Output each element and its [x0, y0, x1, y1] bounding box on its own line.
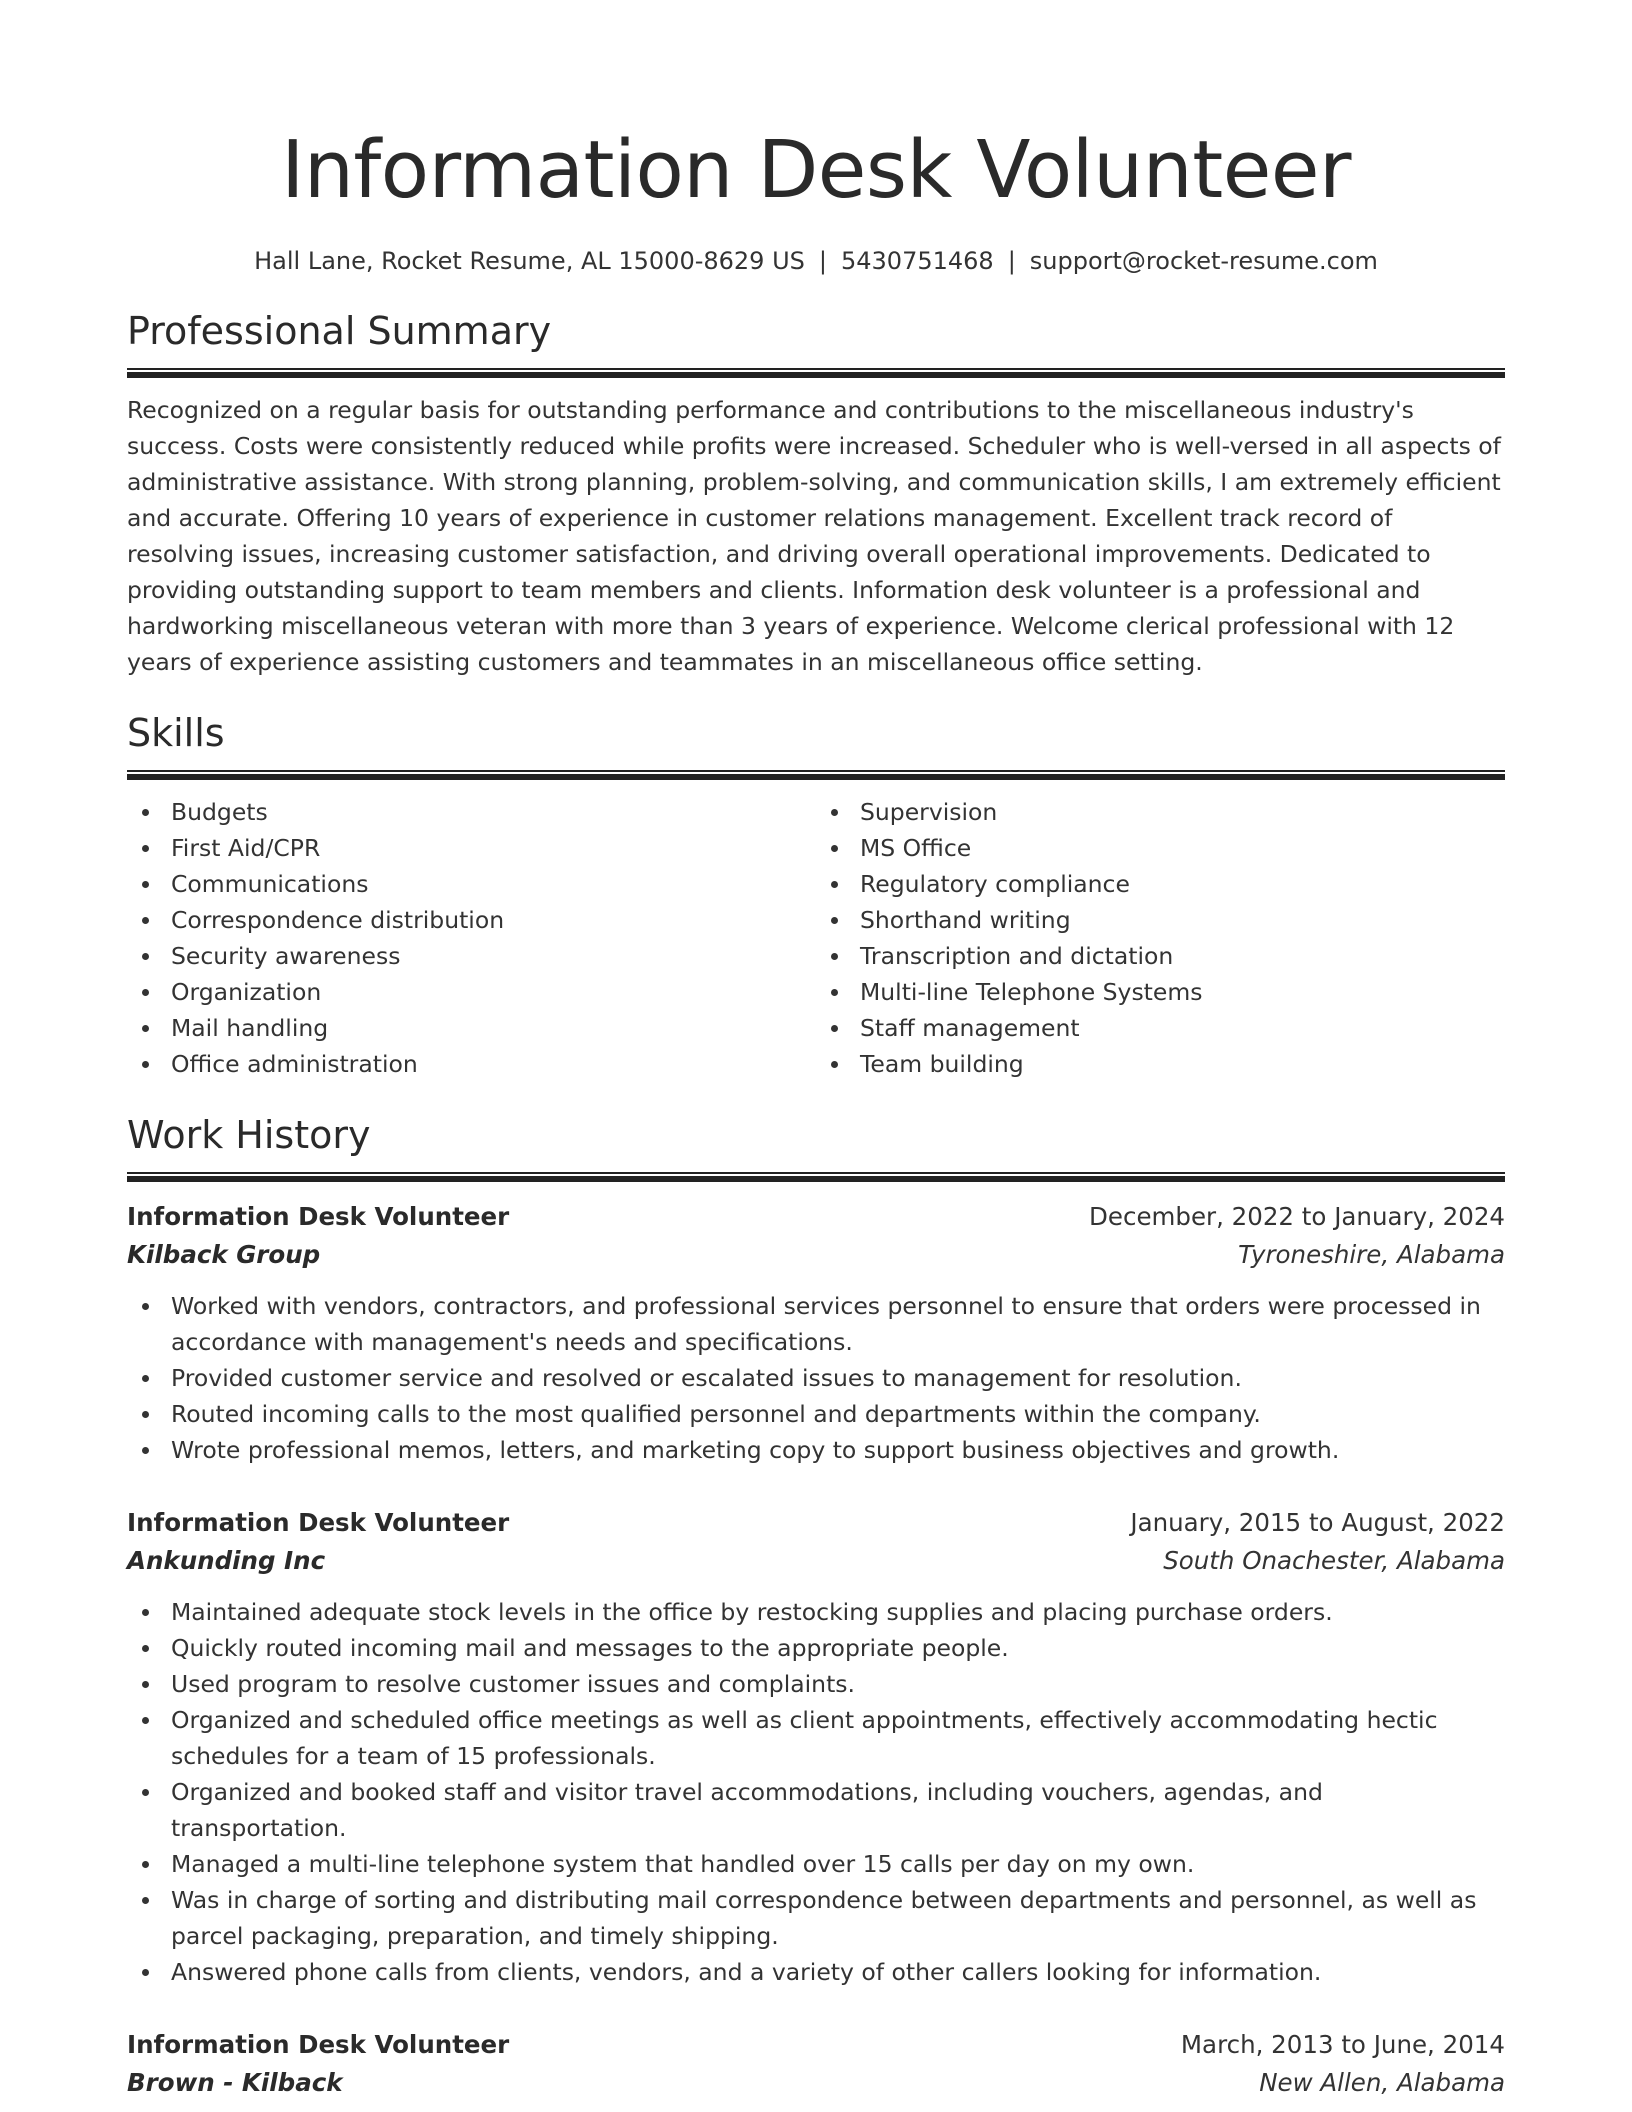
- resume-name: Information Desk Volunteer: [281, 124, 1351, 216]
- job-bullet: Wrote professional memos, letters, and marketing copy to support business objectives and growth.: [127, 1432, 1505, 1468]
- job-bullet: Organized and scheduled office meetings as well as client appointments, effectively accommodating hectic schedules for a team of 15 professionals.: [127, 1702, 1505, 1774]
- job-company-row: [127, 2064, 1505, 2102]
- skill-item: Communications: [127, 866, 816, 902]
- job-title: Information Desk Volunteer: [127, 2030, 510, 2059]
- job-entry: [127, 2026, 1505, 2102]
- skill-item: Regulatory compliance: [816, 866, 1505, 902]
- contact-email: support@rocket-resume.com: [1029, 247, 1378, 275]
- skill-item: Office administration: [127, 1046, 816, 1082]
- skill-item: MS Office: [816, 830, 1505, 866]
- contact-separator: |: [1007, 247, 1016, 275]
- job-dates: March, 2013 to June, 2014: [1180, 2030, 1505, 2059]
- skill-item: Shorthand writing: [816, 902, 1505, 938]
- skill-item: Organization: [127, 974, 816, 1010]
- job-header-row: [127, 1504, 1505, 1542]
- job-bullets: [127, 1594, 1505, 1990]
- job-header-row: [127, 1198, 1505, 1236]
- skill-item: Team building: [816, 1046, 1505, 1082]
- contact-line: [127, 244, 1505, 278]
- section-divider: [127, 770, 1505, 780]
- job-bullet: Used program to resolve customer issues and complaints.: [127, 1666, 1505, 1702]
- job-bullet: Provided customer service and resolved or escalated issues to management for resolution.: [127, 1360, 1505, 1396]
- job-entry: [127, 1504, 1505, 1990]
- job-company: Brown - Kilback: [127, 2068, 343, 2097]
- skill-item: Security awareness: [127, 938, 816, 974]
- job-bullet: Organized and booked staff and visitor travel accommodations, including vouchers, agendas, and transportation.: [127, 1774, 1505, 1846]
- skill-item: Multi-line Telephone Systems: [816, 974, 1505, 1010]
- skills-columns: [127, 794, 1505, 1082]
- job-header-row: [127, 2026, 1505, 2064]
- job-bullet: Worked with vendors, contractors, and professional services personnel to ensure that orders were processed in accordance with management's needs and specifications.: [127, 1288, 1505, 1360]
- job-bullet: Managed a multi-line telephone system that handled over 15 calls per day on my own.: [127, 1846, 1505, 1882]
- job-company-row: [127, 1542, 1505, 1580]
- section-title-skills: Skills: [127, 711, 225, 755]
- job-company-row: [127, 1236, 1505, 1274]
- skills-left-list: [127, 794, 816, 1082]
- contact-address: Hall Lane, Rocket Resume, AL 15000-8629 US: [254, 247, 805, 275]
- job-entry: [127, 1198, 1505, 1468]
- job-bullet: Quickly routed incoming mail and messages to the appropriate people.: [127, 1630, 1505, 1666]
- job-title: Information Desk Volunteer: [127, 1202, 510, 1231]
- job-bullet: Maintained adequate stock levels in the office by restocking supplies and placing purchase orders.: [127, 1594, 1505, 1630]
- section-title-work-history: Work History: [127, 1113, 371, 1157]
- job-bullet: Answered phone calls from clients, vendors, and a variety of other callers looking for information.: [127, 1954, 1505, 1990]
- skill-item: Staff management: [816, 1010, 1505, 1046]
- job-location: Tyroneshire, Alabama: [1238, 1240, 1505, 1269]
- skill-item: Supervision: [816, 794, 1505, 830]
- skills-right-list: [816, 794, 1505, 1082]
- section-title-summary: Professional Summary: [127, 309, 552, 353]
- skill-item: Mail handling: [127, 1010, 816, 1046]
- skill-item: Transcription and dictation: [816, 938, 1505, 974]
- summary-text: Recognized on a regular basis for outstanding performance and contributions to the miscellaneous industry's success. Costs were consistently reduced while profits were increased. Scheduler who is well-versed in all aspects of administrative assistance. With strong planning, problem-solving, and communication skills, I am extremely efficient and accurate. Offering 10 years of experience in customer relations management. Excellent track record of resolving issues, increasing customer satisfaction, and driving overall operational improvements. Dedicated to providing outstanding support to team members and clients. Information desk volunteer is a professional and hardworking miscellaneous veteran with more than 3 years of experience. Welcome clerical professional with 12 years of experience assisting customers and teammates in an miscellaneous office setting.: [127, 396, 1501, 676]
- job-company: Ankunding Inc: [127, 1546, 326, 1575]
- contact-phone: 5430751468: [840, 247, 994, 275]
- job-location: New Allen, Alabama: [1259, 2068, 1505, 2097]
- section-divider: [127, 1172, 1505, 1182]
- job-dates: December, 2022 to January, 2024: [1089, 1202, 1505, 1231]
- job-title: Information Desk Volunteer: [127, 1508, 510, 1537]
- job-bullet: Was in charge of sorting and distributing mail correspondence between departments and personnel, as well as parcel packaging, preparation, and timely shipping.: [127, 1882, 1505, 1954]
- skills-section: [127, 708, 1505, 1082]
- job-company: Kilback Group: [127, 1240, 321, 1269]
- job-location: South Onachester, Alabama: [1163, 1546, 1505, 1575]
- summary-section: [127, 306, 1505, 680]
- job-dates: January, 2015 to August, 2022: [1130, 1508, 1505, 1537]
- job-bullets: [127, 1288, 1505, 1468]
- skill-item: Correspondence distribution: [127, 902, 816, 938]
- section-divider: [127, 368, 1505, 378]
- work-history-section: [127, 1110, 1505, 2102]
- skill-item: Budgets: [127, 794, 816, 830]
- contact-separator: |: [818, 247, 827, 275]
- job-bullet: Routed incoming calls to the most qualified personnel and departments within the company.: [127, 1396, 1505, 1432]
- skill-item: First Aid/CPR: [127, 830, 816, 866]
